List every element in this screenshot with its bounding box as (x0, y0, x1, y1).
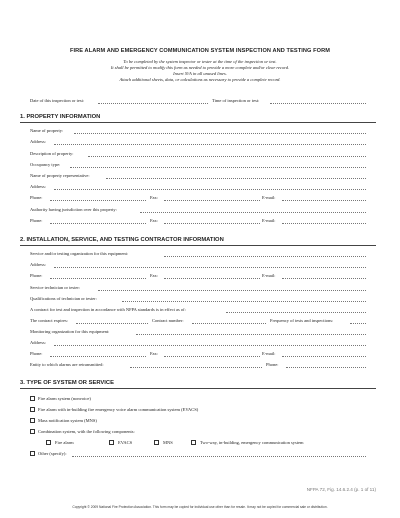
retransmit-phone-field[interactable] (286, 367, 366, 368)
service-address-field[interactable] (54, 267, 366, 268)
contract-expires-label: The contract expires: (30, 318, 68, 323)
monitoring-row (30, 329, 366, 336)
property-name-row (30, 128, 366, 135)
service-fax-label: Fax: (150, 273, 159, 278)
contract-number-field[interactable] (192, 323, 266, 324)
technician-field[interactable] (98, 290, 366, 291)
component-evacs-label: EVACS (118, 440, 133, 445)
fax-field[interactable] (164, 200, 260, 201)
service-email-field[interactable] (282, 278, 366, 279)
ahj-fax-field[interactable] (164, 223, 260, 224)
combination-system-label: Combination system, with the following components: (38, 429, 135, 434)
instruction-line: Attach additional sheets, data, or calculations as necessary to provide a complete record. (119, 76, 281, 82)
section-3-heading: 3. TYPE OF SYSTEM OR SERVICE (20, 380, 114, 386)
monitoring-field[interactable] (136, 334, 366, 335)
section-divider (20, 122, 376, 123)
monitoring-label: Monitoring organization for this equipment: (30, 329, 110, 334)
ahj-label: Authority having jurisdiction over this property: (30, 207, 117, 212)
phone-label: Phone: (30, 195, 43, 200)
section-1-heading: 1. PROPERTY INFORMATION (20, 114, 101, 120)
representative-address-row (30, 184, 366, 191)
mns-system-label: Mass notification system (MNS) (38, 418, 97, 423)
ahj-phone-label: Phone: (30, 218, 43, 223)
property-address-label: Address: (30, 139, 46, 144)
service-org-label: Service and/or testing organization for this equipment: (30, 251, 129, 256)
ahj-email-label: E-mail: (262, 218, 276, 223)
component-mns-label: MNS (163, 440, 173, 445)
technician-label: Service technician or tester: (30, 285, 81, 290)
ahj-contact-row (30, 218, 366, 225)
representative-address-field[interactable] (54, 189, 366, 190)
ahj-phone-field[interactable] (50, 223, 146, 224)
fire-alarm-system-checkbox[interactable] (30, 396, 35, 401)
section-divider (20, 388, 376, 389)
ahj-fax-label: Fax: (150, 218, 159, 223)
representative-contact-row (30, 195, 366, 202)
representative-field[interactable] (106, 178, 366, 179)
component-fire-alarm-label: Fire alarm (55, 440, 74, 445)
frequency-label: Frequency of tests and inspections: (270, 318, 334, 323)
instruction-line: Insert N/A in all unused lines. (173, 70, 227, 76)
retransmit-label: Entity to which alarms are retransmitted: (30, 362, 104, 367)
time-label: Time of inspection or test: (212, 98, 260, 103)
monitoring-fax-label: Fax: (150, 351, 159, 356)
service-phone-field[interactable] (50, 278, 146, 279)
phone-field[interactable] (50, 200, 146, 201)
property-name-field[interactable] (74, 133, 366, 134)
figure-reference: NFPA 72, Fig. 14.6.2.4 (p. 1 of 11) (306, 487, 376, 492)
evacs-system-label: Fire alarm with in-building fire emergency voice alarm communication system (EVACS) (38, 407, 199, 412)
contract-expires-field[interactable] (76, 323, 148, 324)
service-contact-row (30, 273, 366, 280)
monitoring-address-label: Address: (30, 340, 46, 345)
retransmit-field[interactable] (130, 367, 262, 368)
ahj-field[interactable] (140, 212, 366, 213)
email-field[interactable] (282, 200, 366, 201)
service-org-field[interactable] (164, 256, 366, 257)
service-address-row (30, 262, 366, 269)
property-description-label: Description of property: (30, 151, 74, 156)
service-address-label: Address: (30, 262, 46, 267)
contract-label: A contract for test and inspection in accordance with NFPA standards is in effect as of: (30, 307, 186, 312)
frequency-field[interactable] (350, 323, 366, 324)
instruction-line: To be completed by the system inspector or tester at the time of the inspection or test. (123, 59, 277, 64)
fire-alarm-system-label: Fire alarm system (nonvoice) (38, 396, 91, 401)
component-evacs-checkbox[interactable] (109, 440, 114, 445)
monitoring-address-field[interactable] (54, 345, 366, 346)
ahj-row (30, 207, 366, 214)
monitoring-contact-row (30, 351, 366, 358)
service-email-label: E-mail: (262, 273, 276, 278)
occupancy-label: Occupancy type: (30, 162, 61, 167)
retransmit-row (30, 362, 366, 369)
instruction-line: It shall be permitted to modify this form as needed to provide a more complete and/or clear record. (110, 64, 290, 70)
representative-address-label: Address: (30, 184, 46, 189)
other-system-row (38, 451, 366, 458)
occupancy-field[interactable] (70, 167, 366, 168)
section-2-heading: 2. INSTALLATION, SERVICE, AND TESTING CONTRACTOR INFORMATION (20, 237, 224, 243)
service-org-row (30, 251, 366, 258)
contract-number-label: Contract number: (152, 318, 184, 323)
monitoring-email-label: E-mail: (262, 351, 276, 356)
other-system-field[interactable] (72, 456, 366, 457)
mns-system-checkbox[interactable] (30, 418, 35, 423)
monitoring-email-field[interactable] (282, 356, 366, 357)
technician-row (30, 285, 366, 292)
qualifications-label: Qualifications of technician or tester: (30, 296, 97, 301)
email-label: E-mail: (262, 195, 276, 200)
property-address-row (30, 139, 366, 146)
monitoring-fax-field[interactable] (164, 356, 260, 357)
monitoring-phone-field[interactable] (50, 356, 146, 357)
contract-date-field[interactable] (226, 312, 366, 313)
contract-details-row (30, 318, 366, 325)
service-phone-label: Phone: (30, 273, 43, 278)
combination-system-checkbox[interactable] (30, 429, 35, 434)
time-field[interactable] (270, 103, 366, 104)
qualifications-field[interactable] (122, 301, 366, 302)
occupancy-row (30, 162, 366, 169)
monitoring-phone-label: Phone: (30, 351, 43, 356)
property-description-row (30, 151, 366, 158)
date-time-row (30, 98, 366, 105)
section-divider (20, 245, 376, 246)
contract-row (30, 307, 366, 314)
form-title: FIRE ALARM AND EMERGENCY COMMUNICATION SYSTEM INSPECTION AND TESTING FORM (69, 48, 331, 54)
representative-row (30, 173, 366, 180)
copyright-notice: Copyright © 2009 National Fire Protection Association. This form may be copied for individual use other than for resale. It may not be copied for commercial sale or distribution. (72, 505, 328, 509)
fax-label: Fax: (150, 195, 159, 200)
form-instructions (40, 59, 360, 83)
representative-label: Name of property representative: (30, 173, 90, 178)
evacs-system-checkbox[interactable] (30, 407, 35, 412)
date-label: Date of this inspection or test: (30, 98, 85, 103)
property-name-label: Name of property: (30, 128, 64, 133)
property-description-field[interactable] (88, 156, 366, 157)
qualifications-row (30, 296, 366, 303)
component-two-way-label: Two-way, in-building, emergency communication system (200, 440, 304, 445)
other-system-checkbox[interactable] (30, 451, 35, 456)
monitoring-address-row (30, 340, 366, 347)
component-two-way-checkbox[interactable] (191, 440, 196, 445)
property-address-field[interactable] (54, 144, 366, 145)
service-fax-field[interactable] (164, 278, 260, 279)
other-system-label: Other (specify): (38, 451, 67, 456)
component-mns-checkbox[interactable] (154, 440, 159, 445)
date-field[interactable] (98, 103, 208, 104)
ahj-email-field[interactable] (282, 223, 366, 224)
retransmit-phone-label: Phone: (266, 362, 279, 367)
component-fire-alarm-checkbox[interactable] (46, 440, 51, 445)
